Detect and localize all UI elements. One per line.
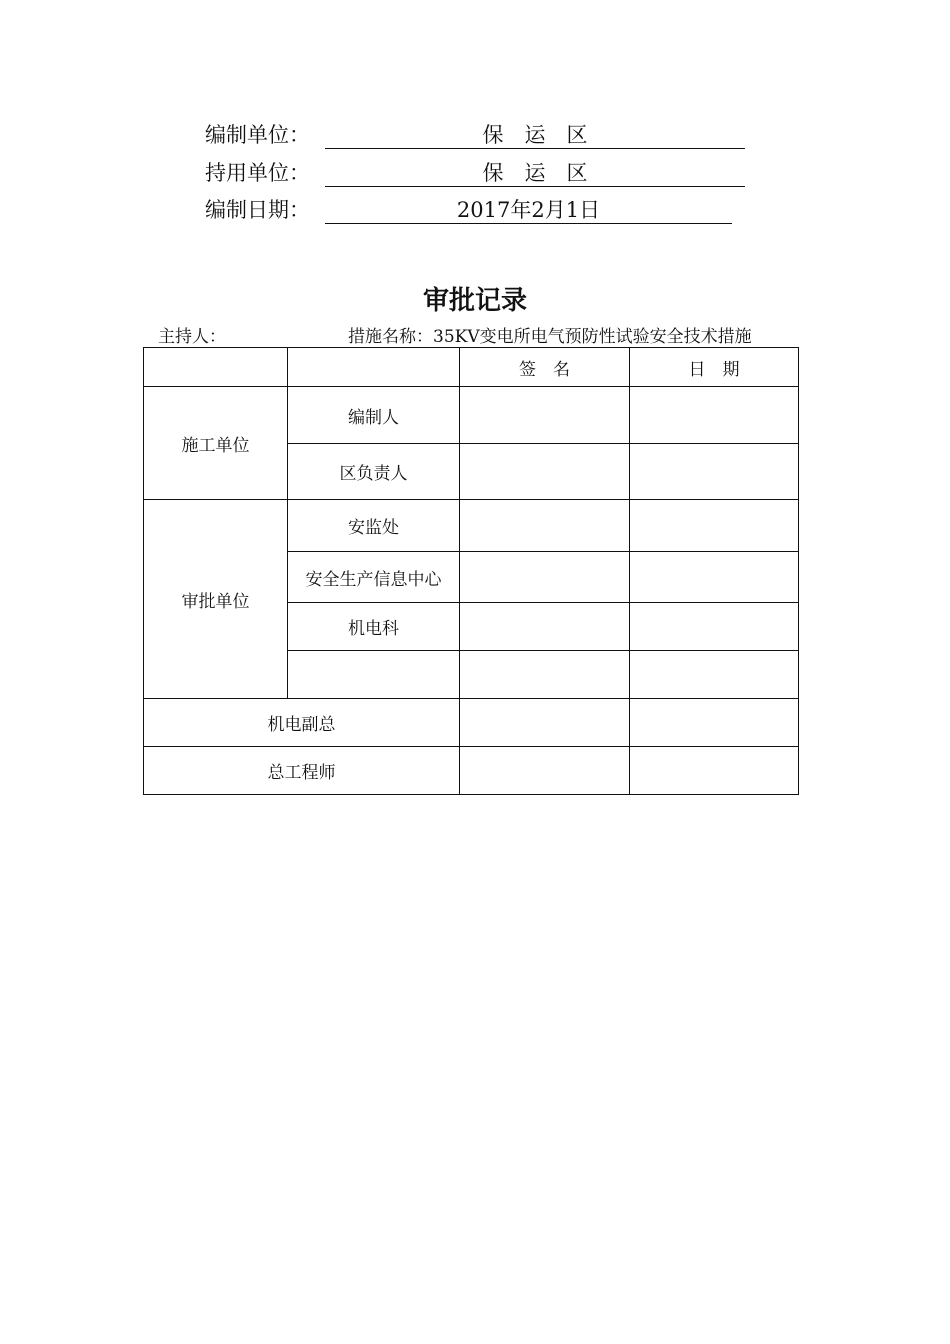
holding-unit-value: 保 运 区: [325, 158, 745, 187]
date-cell: [630, 699, 799, 747]
review-unit-cell: 审批单位: [144, 500, 288, 699]
compiling-unit-value: 保 运 区: [325, 120, 745, 149]
date-cell: [630, 500, 799, 552]
date-cell: [630, 603, 799, 651]
sign-cell: [460, 747, 630, 795]
holding-unit-label: 持用单位：: [205, 161, 310, 185]
deputy-cell: 机电副总: [144, 699, 460, 747]
construction-unit-cell: 施工单位: [144, 387, 288, 500]
sign-cell: [460, 444, 630, 500]
sign-cell: [460, 552, 630, 603]
date-column-header: 日 期: [630, 348, 799, 387]
host-label: 主持人：: [158, 327, 226, 347]
date-cell: [630, 552, 799, 603]
sign-cell: [460, 500, 630, 552]
header-empty-cell: [144, 348, 288, 387]
sign-cell: [460, 603, 630, 651]
approval-table: [143, 347, 799, 795]
table-row: [144, 699, 799, 747]
date-cell: [630, 387, 799, 444]
date-cell: [630, 444, 799, 500]
role-cell: 区负责人: [288, 444, 460, 500]
measure-name: 措施名称：35KV变电所电气预防性试验安全技术措施: [348, 327, 752, 347]
table-row: [144, 500, 799, 552]
role-cell: 机电科: [288, 603, 460, 651]
table-row: [144, 747, 799, 795]
table-header-row: [144, 348, 799, 387]
date-cell: [630, 747, 799, 795]
approval-title: 审批记录: [422, 286, 527, 316]
compiling-date-value: 2017年2月1日: [325, 195, 732, 224]
header-empty-cell: [288, 348, 460, 387]
role-cell: 安全生产信息中心: [288, 552, 460, 603]
role-cell: 编制人: [288, 387, 460, 444]
role-cell: 安监处: [288, 500, 460, 552]
sign-cell: [460, 699, 630, 747]
chief-engineer-cell: 总工程师: [144, 747, 460, 795]
date-cell: [630, 651, 799, 699]
compiling-date-label: 编制日期：: [205, 198, 310, 222]
table-row: [144, 387, 799, 444]
role-cell: [288, 651, 460, 699]
sign-column-header: 签 名: [460, 348, 630, 387]
sign-cell: [460, 651, 630, 699]
sign-cell: [460, 387, 630, 444]
compiling-unit-label: 编制单位：: [205, 123, 310, 147]
